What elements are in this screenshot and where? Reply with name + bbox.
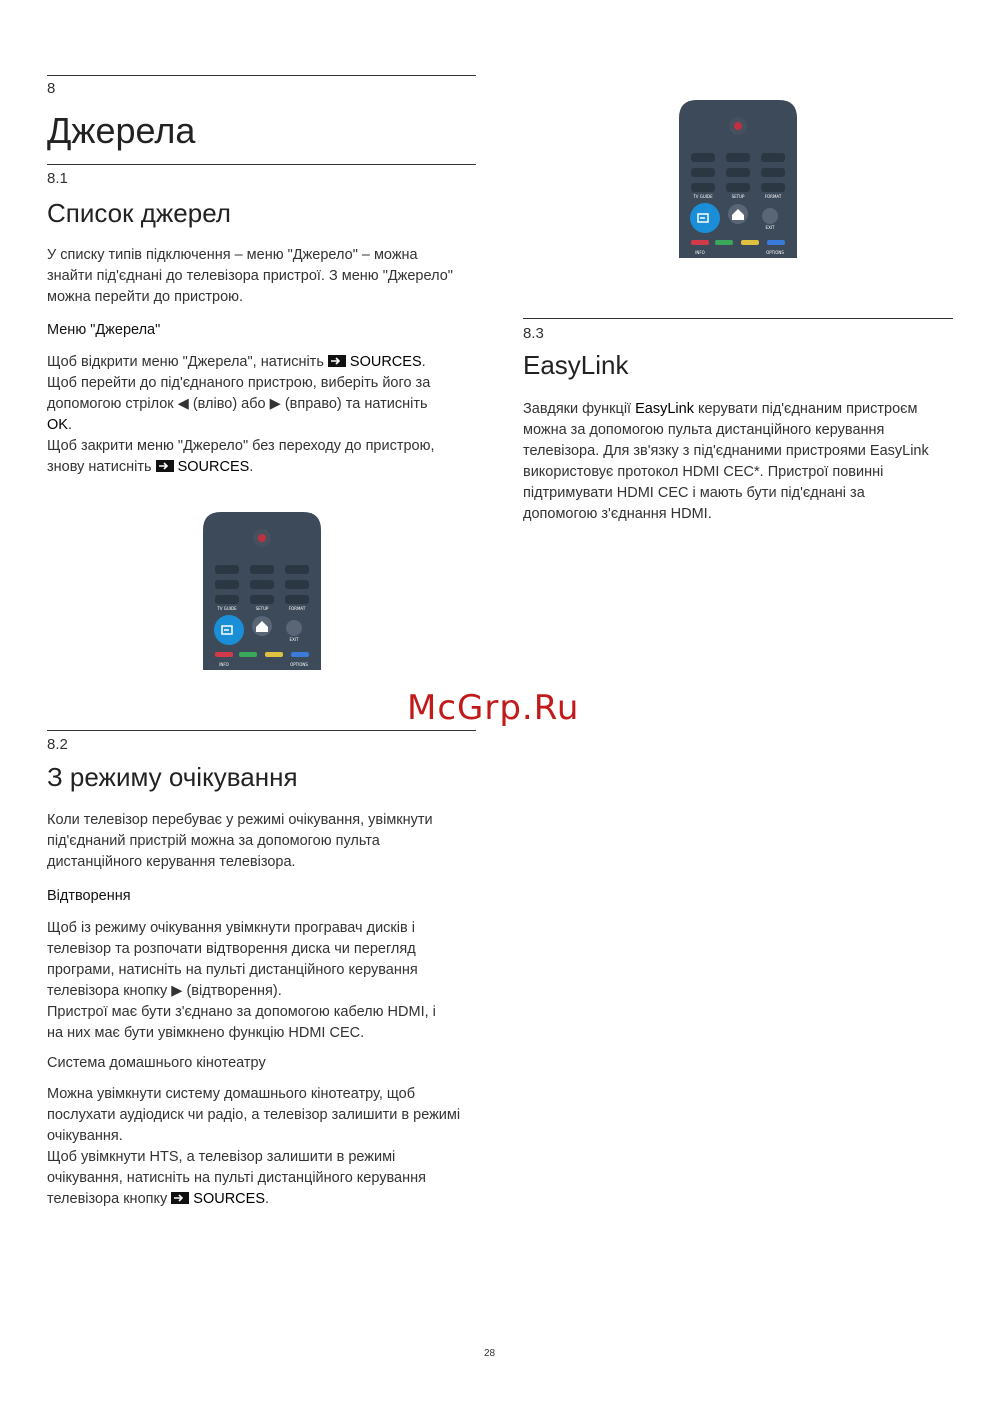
sources-menu-text (47, 352, 487, 478)
section-8-3-number: 8.3 (523, 325, 544, 342)
text-span: . (67, 417, 72, 433)
page-number: 28 (484, 1348, 496, 1359)
tv-guide-label: TV GUIDE (693, 194, 713, 199)
section-8-3-rule (523, 318, 953, 319)
section-8-2-title: З режиму очікування (47, 762, 298, 792)
section-8-2-rule (47, 730, 476, 731)
text-line: У списку типів підключення – меню "Джерело" – можна (47, 247, 418, 263)
text-span: знову натисніть (47, 459, 156, 475)
section-8-1-subheading: Меню "Джерела" (47, 322, 161, 338)
text-line: Коли телевізор перебуває у режимі очікування, увімкнути (47, 812, 433, 828)
text-span: Щоб відкрити меню "Джерела", натисніть (47, 354, 328, 370)
sources-icon (171, 1192, 189, 1204)
section-8-3-title: EasyLink (523, 350, 629, 380)
section-8-1-intro (47, 245, 487, 308)
text-line: очікування, натисніть на пульті дистанційного керування (47, 1170, 426, 1186)
exit-label: EXIT (289, 637, 299, 642)
text-span: Завдяки функції (523, 401, 636, 417)
text-line: Можна увімкнути систему домашнього кінотеатру, щоб (47, 1086, 416, 1102)
info-label: INFO (219, 662, 229, 667)
text-line: можна перейти до пристрою. (47, 289, 244, 305)
section-8-2-number: 8.2 (47, 736, 68, 753)
text-line (47, 457, 487, 478)
text-line: дистанційного керування телевізора. (47, 854, 296, 870)
text-line: програми, натисніть на пульті дистанційного керування (47, 962, 418, 978)
text-line: телевізора кнопку ▶ (відтворення). (47, 983, 282, 999)
text-line (47, 352, 487, 373)
text-line: використовує протокол HDMI CEC*. Пристрої повинні (523, 464, 884, 480)
text-line: Щоб із режиму очікування увімкнути програвач дисків і (47, 920, 415, 936)
chapter-top-rule (47, 75, 476, 76)
remote-control-illustration-2 (679, 100, 797, 258)
section-8-1-number: 8.1 (47, 170, 68, 187)
text-span: . (249, 459, 254, 475)
text-line: Щоб перейти до під'єднаного пристрою, виберіть його за (47, 375, 431, 391)
chapter-title: Джерела (47, 110, 196, 151)
format-label: FORMAT (288, 606, 306, 611)
text-span: телевізора кнопку (47, 1191, 172, 1207)
section-8-2-subheading: Відтворення (47, 888, 131, 904)
watermark: McGrp.Ru (407, 688, 580, 728)
text-line: Пристрої має бути з'єднано за допомогою кабелю HDMI, і (47, 1004, 436, 1020)
section-8-1-title: Список джерел (47, 198, 231, 228)
exit-button-icon (762, 208, 778, 224)
setup-label: SETUP (255, 606, 269, 611)
text-line: знайти під'єднані до телевізора пристрої. З меню "Джерело" (47, 268, 453, 284)
text-line: підтримувати HDMI CEC і мають бути під'єднані за (523, 485, 865, 501)
text-line: Щоб увімкнути HTS, а телевізор залишити в режимі (47, 1149, 396, 1165)
tv-guide-label: TV GUIDE (217, 606, 237, 611)
text-line: послухати аудіодиск чи радіо, а телевізор залишити в режимі (47, 1107, 461, 1123)
options-label: OPTIONS (766, 250, 784, 255)
text-line: телевізор та розпочати відтворення диска чи перегляд (47, 941, 416, 957)
format-label: FORMAT (764, 194, 782, 199)
text-span: керувати під'єднаним пристроєм (693, 401, 918, 417)
easylink-keyword: EasyLink (635, 401, 694, 417)
sources-icon (156, 460, 174, 472)
section-8-1-rule (47, 164, 476, 165)
exit-button-icon (286, 620, 302, 636)
section-8-2-subheading-2: Система домашнього кінотеатру (47, 1055, 266, 1071)
text-line: на них має бути увімкнено функцію HDMI CEC. (47, 1025, 365, 1041)
sources-keyword: SOURCES (177, 459, 250, 475)
chapter-number: 8 (47, 80, 56, 97)
options-label: OPTIONS (290, 662, 308, 667)
text-line (47, 1189, 487, 1210)
exit-label: EXIT (765, 225, 775, 230)
text-line: можна за допомогою пульта дистанційного керування (523, 422, 885, 438)
text-line: очікування. (47, 1128, 123, 1144)
text-line: телевізора. Для зв'язку з під'єднаними пристроями EasyLink (523, 443, 929, 459)
text-line: під'єднаний пристрій можна за допомогою пульта (47, 833, 380, 849)
sources-keyword: SOURCES (349, 354, 422, 370)
text-span: . (421, 354, 426, 370)
info-label: INFO (695, 250, 705, 255)
playback-text (47, 918, 487, 1044)
setup-label: SETUP (731, 194, 745, 199)
remote-control-illustration (203, 512, 321, 670)
home-theater-text (47, 1084, 487, 1210)
text-line (523, 399, 963, 420)
ok-keyword: OK (47, 417, 68, 433)
sources-icon (328, 355, 346, 367)
text-line: допомогою з'єднання HDMI. (523, 506, 712, 522)
text-span: . (265, 1191, 270, 1207)
section-8-2-intro (47, 810, 487, 873)
easylink-text (523, 399, 963, 525)
text-line (47, 415, 487, 436)
text-line: Щоб закрити меню "Джерело" без переходу до пристрою, (47, 438, 435, 454)
sources-keyword: SOURCES (193, 1191, 265, 1207)
text-line: допомогою стрілок ◀ (вліво) або ▶ (вправо) та натисніть (47, 396, 428, 412)
